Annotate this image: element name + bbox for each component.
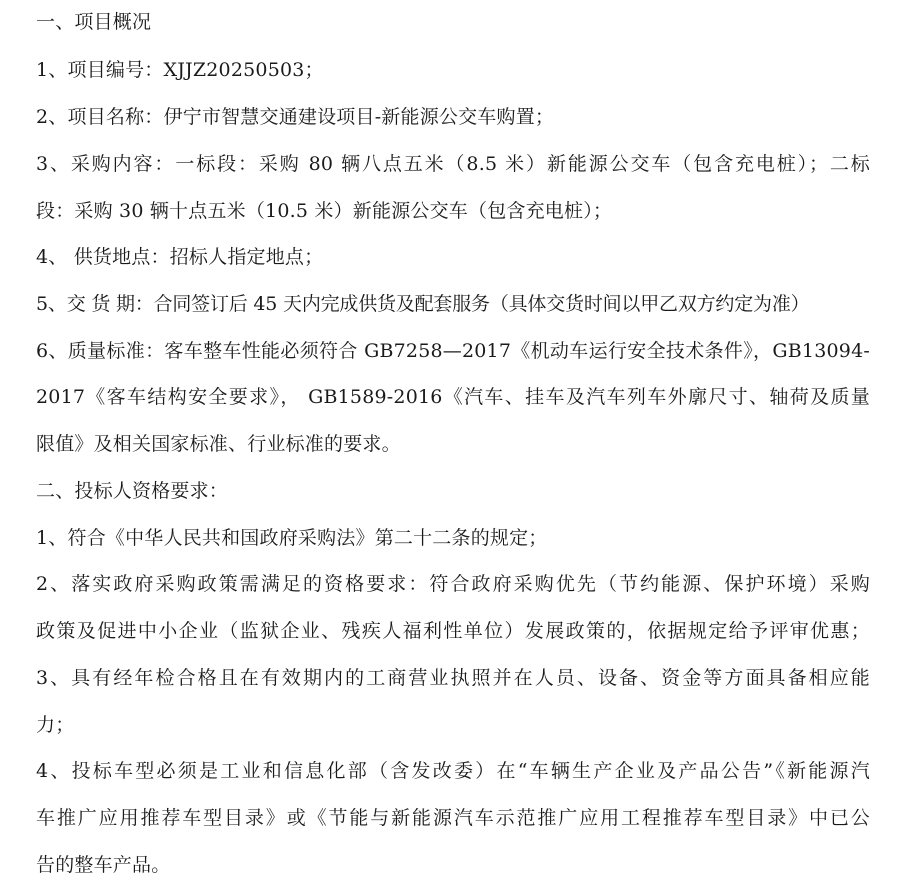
- qualification-license-line-1: 3、具有经年检合格且在有效期内的工商营业执照并在人员、设备、资金等方面具备相应能: [36, 667, 870, 689]
- qualification-vehicle-line-2: 车推广应用推荐车型目录》或《节能与新能源汽车示范推广应用工程推荐车型目录》中已公: [36, 807, 870, 829]
- procurement-content-line-1: 3、采购内容：一标段：采购 80 辆八点五米（8.5 米）新能源公交车（包含充电桩）；二标: [36, 153, 870, 175]
- section-heading-overview: 一、项目概况: [36, 11, 152, 33]
- qualification-law: 1、符合《中华人民共和国政府采购法》第二十二条的规定；: [36, 527, 548, 549]
- project-number: 1、项目编号：XJJZ20250503；: [36, 59, 324, 81]
- quality-standard-line-3: 限值》及相关国家标准、行业标准的要求。: [36, 433, 401, 455]
- qualification-license-line-2: 力；: [36, 714, 75, 736]
- quality-standard-line-2: 2017《客车结构安全要求》， GB1589-2016《汽车、挂车及汽车列车外廓尺寸、轴荷及质量: [36, 386, 870, 408]
- quality-standard-line-1: 6、质量标准：客车整车性能必须符合 GB7258—2017《机动车运行安全技术条件》，GB13094-: [36, 340, 870, 362]
- section-heading-qualifications: 二、投标人资格要求：: [36, 480, 229, 502]
- qualification-vehicle-line-1: 4、投标车型必须是工业和信息化部（含发改委）在“车辆生产企业及产品公告”《新能源汽: [36, 760, 870, 782]
- delivery-location: 4、 供货地点：招标人指定地点；: [36, 246, 324, 268]
- qualification-policy-line-1: 2、落实政府采购政策需满足的资格要求：符合政府采购优先（节约能源、保护环境）采购: [36, 573, 870, 595]
- qualification-policy-line-2: 政策及促进中小企业（监狱企业、残疾人福利性单位）发展政策的，依据规定给予评审优惠；: [36, 620, 870, 642]
- delivery-period: 5、交 货 期：合同签订后 45 天内完成供货及配套服务（具体交货时间以甲乙双方约定为准）: [36, 293, 810, 315]
- project-name: 2、项目名称：伊宁市智慧交通建设项目-新能源公交车购置；: [36, 106, 555, 128]
- procurement-content-line-2: 段：采购 30 辆十点五米（10.5 米）新能源公交车（包含充电桩）；: [36, 200, 613, 222]
- qualification-vehicle-line-3: 告的整车产品。: [36, 854, 171, 876]
